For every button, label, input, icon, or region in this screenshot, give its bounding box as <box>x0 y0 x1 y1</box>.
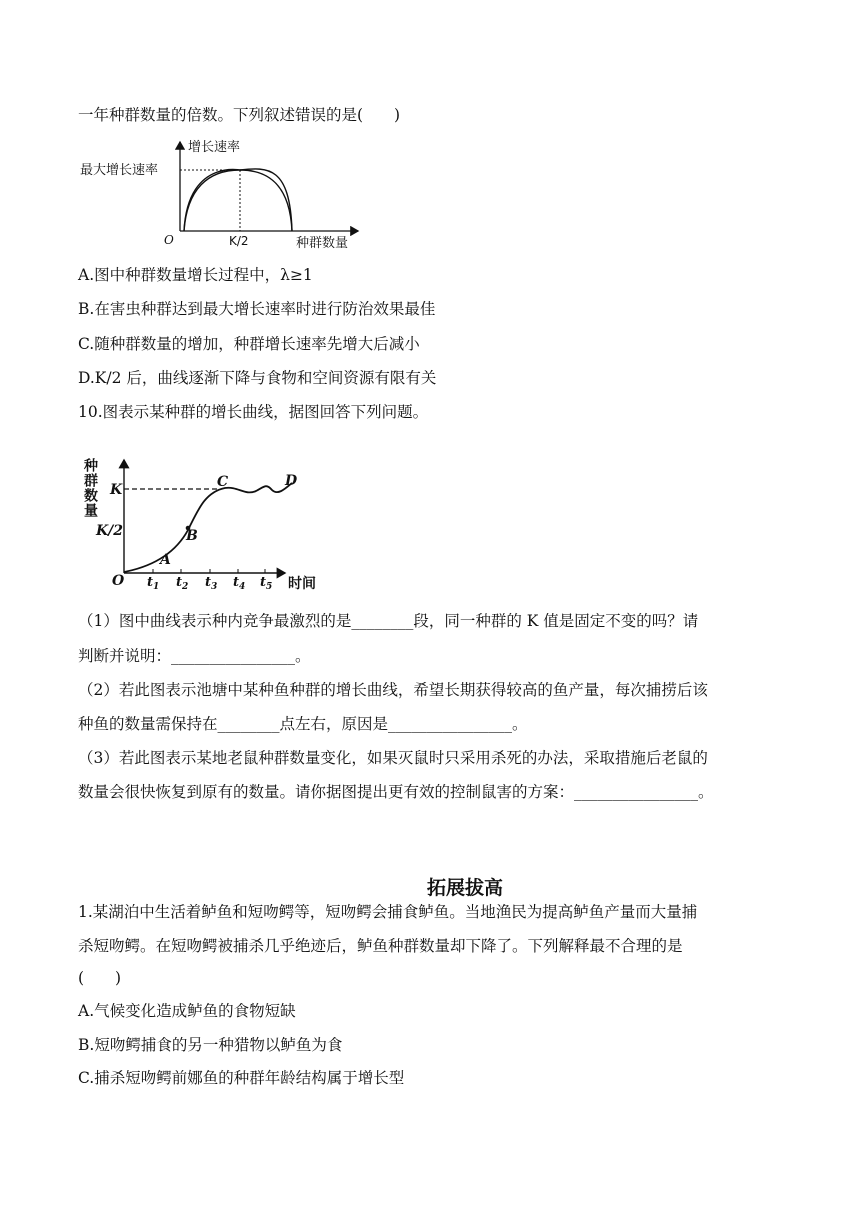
max-rate-label: 最大增长速率 <box>80 163 159 178</box>
ext1-line2: 杀短吻鳄。在短吻鳄被捕杀几乎绝迹后，鲈鱼种群数量却下降了。下列解释最不合理的是 <box>78 937 683 955</box>
q10-sub1-line1: （1）图中曲线表示种内竞争最激烈的是________段，同一种群的 K 值是固定不变的吗？请 <box>78 612 699 630</box>
tick-t3: $t_3$ <box>205 575 218 592</box>
point-c-label: C <box>217 474 229 490</box>
q10-sub2-line2: 种鱼的数量需保持在________点左右，原因是________________。 <box>78 715 528 733</box>
q10-sub1-line2: 判断并说明：________________。 <box>78 647 311 665</box>
q10-sub2-line1: （2）若此图表示池塘中某种鱼种群的增长曲线，希望长期获得较高的鱼产量，每次捕捞后该 <box>78 681 708 699</box>
tick-t4: $t_4$ <box>233 575 246 592</box>
q10-sub3-line1: （3）若此图表示某地老鼠种群数量变化，如果灭鼠时只采用杀死的办法，采取措施后老鼠的 <box>78 749 708 767</box>
population-curve-figure <box>80 448 330 598</box>
growth-rate-curve <box>184 169 292 231</box>
tick-t1: $t_1$ <box>147 575 160 592</box>
point-d-label: D <box>285 473 298 489</box>
q9-stem-tail: 一年种群数量的倍数。下列叙述错误的是( ) <box>78 106 401 124</box>
x-axis-label: 时间 <box>288 576 316 592</box>
k-half-label: K/2 <box>96 523 124 539</box>
section-title: 拓展拔高 <box>426 877 503 899</box>
tick-t2: $t_2$ <box>176 575 189 592</box>
q9-option-a: A.图中种群数量增长过程中，λ≥1 <box>78 266 313 284</box>
ext1-option-c: C.捕杀短吻鳄前娜鱼的种群年龄结构属于增长型 <box>78 1069 405 1087</box>
y-axis-label: 增长速率 <box>188 140 241 155</box>
growth-rate-figure <box>78 134 378 254</box>
point-b-label: B <box>186 528 198 544</box>
y-axis-label: 种群数量 <box>82 458 98 518</box>
q10-stem: 10.图表示某种群的增长曲线，据图回答下列问题。 <box>78 403 429 421</box>
q9-option-c: C.随种群数量的增加，种群增长速率先增大后减小 <box>78 335 420 353</box>
x-axis-label: 种群数量 <box>296 236 349 251</box>
k-label: K <box>110 482 123 498</box>
point-a-label: A <box>160 552 171 568</box>
q9-option-d: D.K/2 后，曲线逐渐下降与食物和空间资源有限有关 <box>78 369 437 387</box>
k-half-label: K/2 <box>229 234 249 248</box>
tick-t5: $t_5$ <box>260 575 273 592</box>
ext1-line3: ( ) <box>78 969 122 987</box>
ext1-option-a: A.气候变化造成鲈鱼的食物短缺 <box>78 1002 296 1020</box>
ext1-option-b: B.短吻鳄捕食的另一种猎物以鲈鱼为食 <box>78 1036 343 1054</box>
q9-option-b: B.在害虫种群达到最大增长速率时进行防治效果最佳 <box>78 300 436 318</box>
origin-label: O <box>112 573 125 589</box>
q10-sub3-line2: 数量会很快恢复到原有的数量。请你据图提出更有效的控制鼠害的方案：________________。 <box>78 783 714 801</box>
ext1-line1: 1.某湖泊中生活着鲈鱼和短吻鳄等，短吻鳄会捕食鲈鱼。当地渔民为提高鲈鱼产量而大量捕 <box>78 903 698 921</box>
origin-label: O <box>164 233 174 247</box>
s-curve <box>124 483 292 572</box>
